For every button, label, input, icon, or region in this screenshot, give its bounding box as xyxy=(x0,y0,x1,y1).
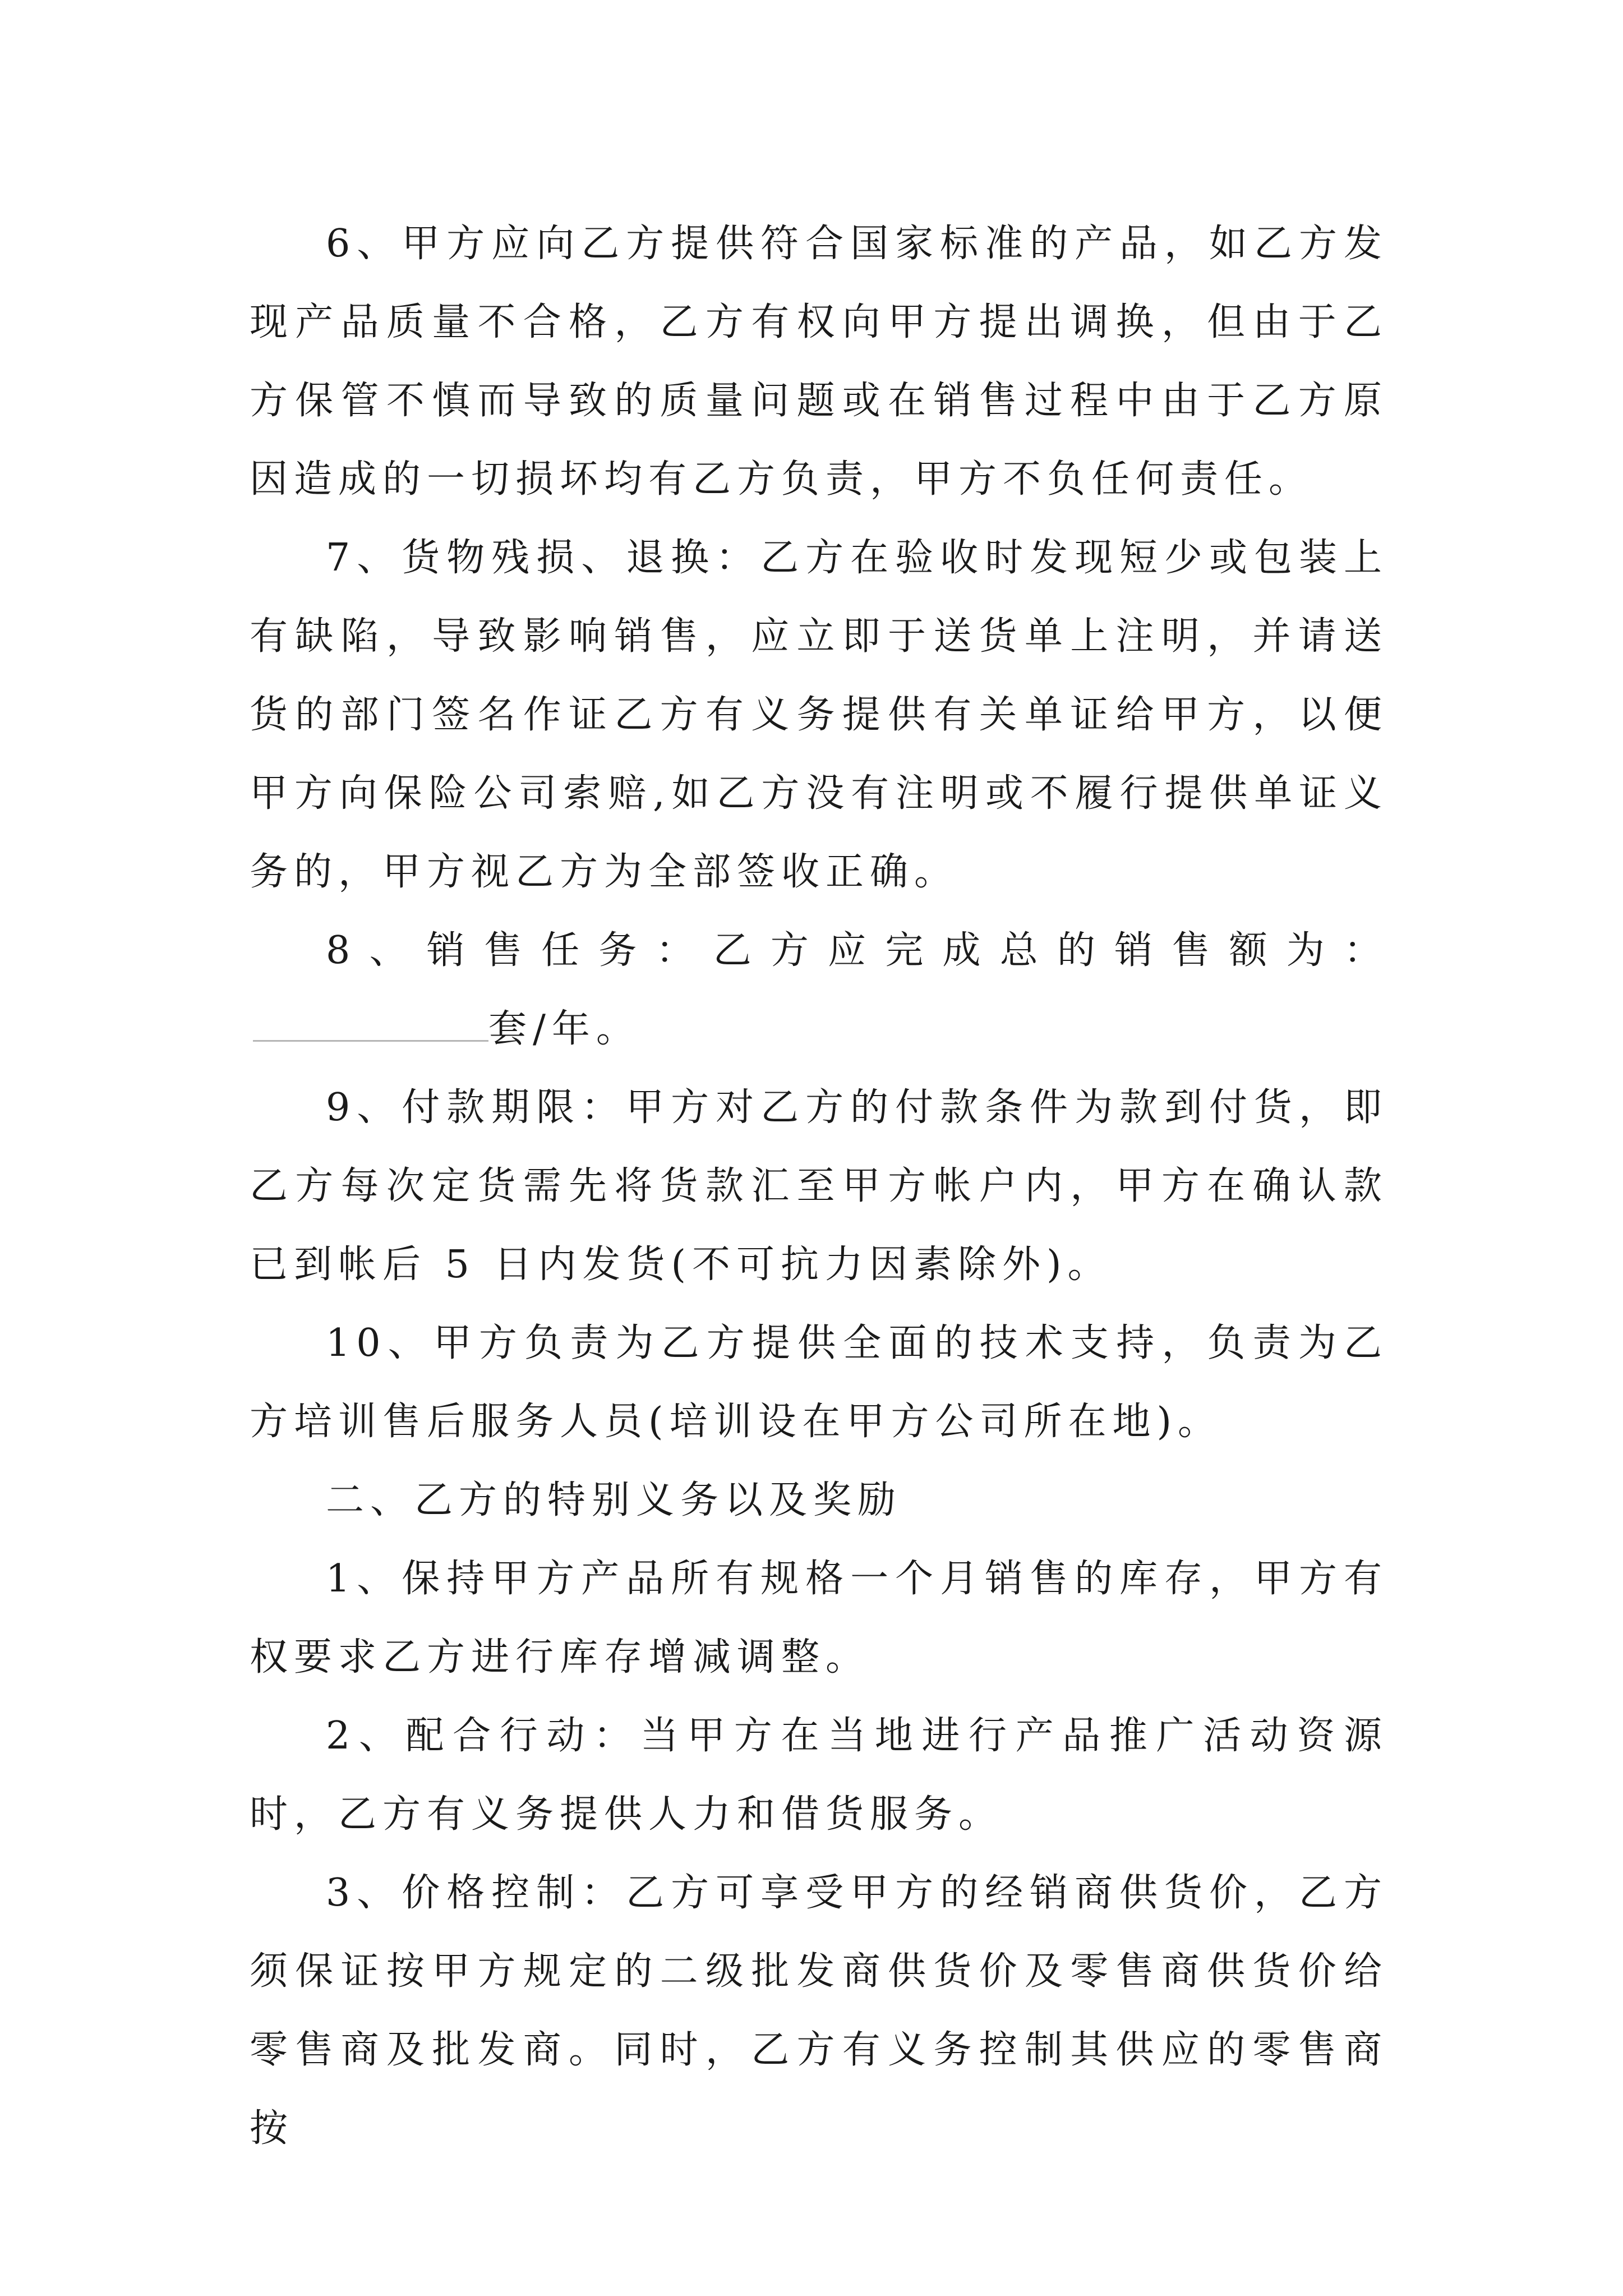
sales-amount-blank-line xyxy=(253,1018,488,1042)
clause-10: 10、甲方负责为乙方提供全面的技术支持，负责为乙方培训售后服务人员(培训设在甲方公司所在地)。 xyxy=(250,1321,1388,1444)
obligation-1: 1、保持甲方产品所有规格一个月销售的库存，甲方有权要求乙方进行库存增减调整。 xyxy=(250,1557,1388,1680)
clause-8-text: 8、销售任务：乙方应完成总的销售额为： xyxy=(326,928,1388,973)
clause-8-unit: 套/年。 xyxy=(488,1007,640,1051)
section-heading-2: 二、乙方的特别义务以及奖励 xyxy=(326,1478,902,1522)
clause-7: 7、货物残损、退换：乙方在验收时发现短少或包装上有缺陷，导致影响销售，应立即于送货单上注明，并请送货的部门签名作证乙方有义务提供有关单证给甲方，以便甲方向保险公司索赔,如乙方没有注明或不履行提供单证义务的，甲方视乙方为全部签收正确。 xyxy=(250,536,1388,894)
clause-9: 9、付款期限：甲方对乙方的付款条件为款到付货，即乙方每次定货需先将货款汇至甲方帐户内，甲方在确认款已到帐后 5 日内发货(不可抗力因素除外)。 xyxy=(250,1085,1388,1287)
clause-8 xyxy=(250,912,1388,1069)
obligation-2: 2、配合行动：当甲方在当地进行产品推广活动资源时，乙方有义务提供人力和借货服务。 xyxy=(250,1714,1388,1837)
clause-6: 6、甲方应向乙方提供符合国家标准的产品，如乙方发现产品质量不合格，乙方有权向甲方提出调换，但由于乙方保管不慎而导致的质量问题或在销售过程中由于乙方原因造成的一切损坏均有乙方负责，甲方不负任何责任。 xyxy=(250,222,1388,501)
document-body xyxy=(250,205,1388,2168)
obligation-3: 3、价格控制：乙方可享受甲方的经销商供货价，乙方须保证按甲方规定的二级批发商供货价及零售商供货价给零售商及批发商。同时，乙方有义务控制其供应的零售商按 xyxy=(250,1871,1388,2151)
